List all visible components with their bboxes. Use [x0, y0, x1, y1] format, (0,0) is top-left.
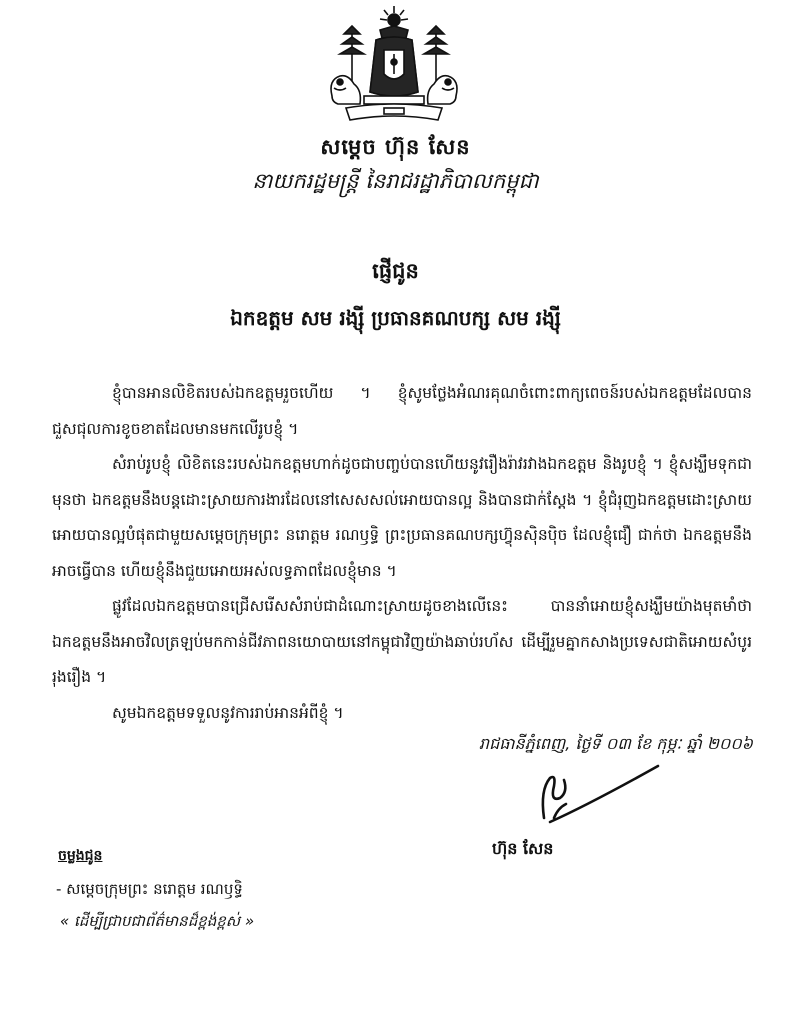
body-paragraph: ខ្ញុំបានអានលិខិតរបស់ឯកឧត្ដមរួចហើយ ។ ខ្ញុំសូមថ្លែងអំណរគុណចំពោះពាក្យពេចន៍របស់ឯកឧត្ដមដែលបានជួសជុលការខូចខាតដែលមានមកលើរូបខ្ញុំ ។ — [52, 384, 752, 438]
body-paragraph: សំរាប់រូបខ្ញុំ លិខិតនេះរបស់ឯកឧត្ដមហាក់ដូចជាបញ្ចប់បានហើយនូវរឿងរ៉ាវរវាងឯកឧត្ដម និងរូបខ្ញុំ ។ ខ្ញុំសង្ឃឹមទុកជាមុនថា ឯកឧត្ដមនឹងបន្ដដោះស្រាយការងារដែលនៅសេសសល់អោយបានល្អ និងបានជាក់ស្ដែង ។ ខ្ញុំជំរុញឯកឧត្ដមដោះស្រាយអោយបានល្អបំផុតជាមួយសម្ដេចក្រុមព្រះ នរោត្ដម រណឫទ្ធិ ព្រះប្រធានគណបក្សហ៊្វុនស៊ិនប៉ិច ដែលខ្ញុំជឿ ជាក់ថា ឯកឧត្ដមនឹងអាចធ្វើបាន ហើយខ្ញុំនឹងជួយអោយអស់លទ្ធភាពដែលខ្ញុំមាន ។ — [52, 455, 752, 580]
body-paragraph: សូមឯកឧត្ដមទទួលនូវការរាប់អានអំពីខ្ញុំ ។ — [112, 703, 344, 722]
signer-name: ហ៊ុន សែន — [492, 839, 554, 858]
copy-to-label: ចម្លងជូន — [58, 848, 103, 864]
copy-to-item: - សម្ដេចក្រុមព្រះ នរោត្ដម រណឫទ្ធិ — [56, 880, 243, 898]
letter-body — [52, 376, 752, 731]
handwritten-signature-icon — [520, 764, 670, 842]
body-paragraph: ផ្លូវដែលឯកឧត្ដមបានជ្រើសរើសសំរាប់ជាដំណោះស្រាយដូចខាងលើនេះ បាននាំអោយខ្ញុំសង្ឃឹមយ៉ាងមុតមាំថា ឯកឧត្ដមនឹងអាចវិលត្រឡប់មកកាន់ជីវភាពនយោបាយនៅកម្ពុជាវិញយ៉ាងឆាប់រហ័ស ដើម្បីរួមគ្នាកសាងប្រទេសជាតិអោយសំបូររុងរឿង ។ — [52, 597, 752, 686]
royal-coat-of-arms-icon — [318, 4, 470, 126]
dateline: រាជធានីភ្នំពេញ, ថ្ងៃទី ០៣ ខែ កុម្ភៈ ឆ្នាំ ២០០៦ — [478, 734, 753, 753]
copy-to-note: « ដើម្បីជ្រាបជាព័ត៌មានដ៏ខ្ពង់ខ្ពស់ » — [60, 912, 255, 930]
addressee-name: ឯកឧត្ដម សម រង្ស៊ី ប្រធានគណបក្ស សម រង្ស៊ី — [230, 306, 561, 330]
addressee-label: ផ្ញើជូន — [372, 259, 419, 283]
sender-title: នាយករដ្ឋមន្ត្រី នៃរាជរដ្ឋាភិបាលកម្ពុជា — [252, 169, 539, 193]
sender-name: សម្ដេច ហ៊ុន សែន — [320, 135, 471, 159]
